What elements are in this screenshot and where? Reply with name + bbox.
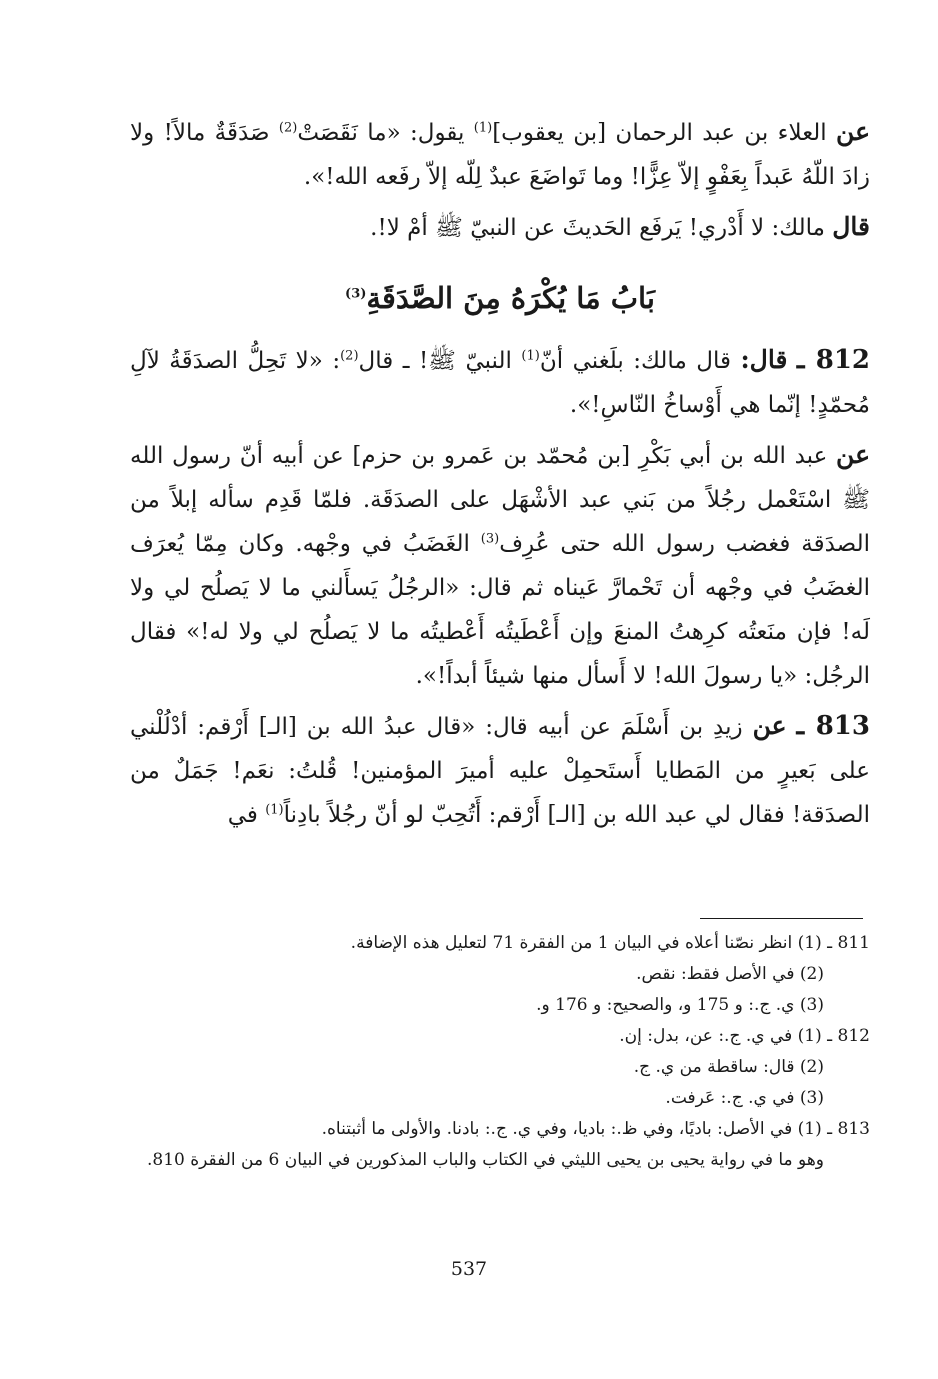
footnote-line: وهو ما في رواية يحيى بن يحيى الليثي في الكتاب والباب المذكورين في البيان 6 من الفقرة 810. (146, 1150, 824, 1170)
hadith-811-text: عن العلاء بن عبد الرحمان [بن يعقوب]$^{(1)}$ يقول: «ما نَقَصَتْ$^{(2)}$ صَدَقَةٌ مالاً! ولا زادَ اللّهُ عَبداً بِعَفْوٍ إلاّ عِزًّا! وما تَواضَعَ عبدٌ لِلّه إلاّ رفَعه الله!». (130, 117, 870, 190)
footnote-ref: (2) (340, 348, 359, 364)
footnotes-divider (700, 918, 863, 919)
lead-word: عن (836, 440, 870, 469)
chapter-heading: بَابُ مَا يُكْرَهُ مِنَ الصَّدَقَةِ$^{(3)}$ (345, 281, 655, 315)
hadith-812-text: 812 ـ قال: قال مالك: بلَغني أنّ$^{(1)}$ النبيّ ﷺ! ـ قال$^{(2)}$: «لا تَحِلُّ الصدَقَةُ لآلِ مُحمّدٍ! إنّما هي أَوْساخُ النّاسِ!». (130, 345, 871, 418)
footnote-line: (3) ي. ج.: و 175 و، والصحيح: و 176 و. (536, 995, 824, 1015)
footnote-line: 812 ـ (1) في ي. ج.: عن، بدل: إن. (619, 1026, 870, 1046)
lead-word: عن (836, 117, 870, 146)
footnote-line: (2) قال: ساقطة من ي. ج. (633, 1057, 824, 1077)
page-number: 537 (450, 1258, 488, 1280)
lead-word: عن (752, 711, 787, 740)
page-body (130, 110, 870, 843)
footnote-ref: (3) (345, 286, 367, 302)
lead-word: قال (832, 212, 870, 241)
hadith-812b-text: عن عبد الله بن أبي بَكْرِ [بن مُحمّد بن عَمرو بن حزم] عن أبيه أنّ رسول الله ﷺ اسْتَعْمل رجُلاً من بَني عبد الأشْهَل على الصدَقَة. فلمّا قَدِم سأله إبلاً من الصدَقة فغضب رسول الله حتى عُرِف$^{(3)}$ الغَضَبُ في وجْهه. وكان مِمّا يُعرَف الغضَبُ في وجْهه أن تَحْمارَّ عَيناه ثم قال: «الرجُلُ يَسأَلني ما لا يَصلُح لي ولا لَه! فإن منَعتُه كرِهتُ المنعَ وإن أَعْطَيتُه أَعْطيتُه ما لا يَصلُح لي ولا له!» فقال الرجُل: «يا رسولَ الله! لا أَسأل منها شيئاً أبداً!». (130, 440, 870, 689)
footnote-line: (3) في ي. ج.: عَرفت. (665, 1088, 824, 1108)
footnote-ref: (1) (265, 802, 284, 818)
footnote-line: (2) في الأصل فقط: نقص. (636, 964, 824, 984)
hadith-813-text: 813 ـ عن زيدِ بن أَسْلَمَ عن أبيه قال: «قال عبدُ الله بن [الـ] أَرْقم: أدْلُلْني على بَعيرٍ من المَطايا أَستَحمِلْ عليه أميرَ المؤمنين! قُلتُ: نعَم! جَمَلٌ من الصدَقة! فقال لي عبد الله بن [الـ] أَرْقم: أَتُحِبّ لو أنّ رجُلاً بادِناً$^{(1)}$ في (130, 711, 870, 828)
footnote-ref: (3) (480, 531, 500, 547)
footnote-line: 811 ـ (1) انظر نصّنا أعلاه في البيان 1 من الفقرة 71 لتعليل هذه الإضافة. (350, 933, 870, 953)
footnote-line: 813 ـ (1) في الأصل: باديًا، وفي ظ.: باديا، وفي ي. ج.: بادنا. والأولى ما أثبتناه. (321, 1119, 870, 1139)
hadith-number: 812 ـ (796, 345, 871, 375)
lead-word: قال: (740, 345, 788, 374)
hadith-number: 813 ـ (796, 711, 870, 741)
footnote-ref: (1) (521, 348, 540, 364)
malik-comment: قال مالك: لا أَدْري! يَرفَع الحَديثَ عن النبيّ ﷺ أمْ لا!. (370, 212, 870, 241)
footnote-ref: (2) (278, 120, 298, 136)
footnote-ref: (1) (473, 120, 493, 136)
footnotes (130, 928, 870, 1176)
